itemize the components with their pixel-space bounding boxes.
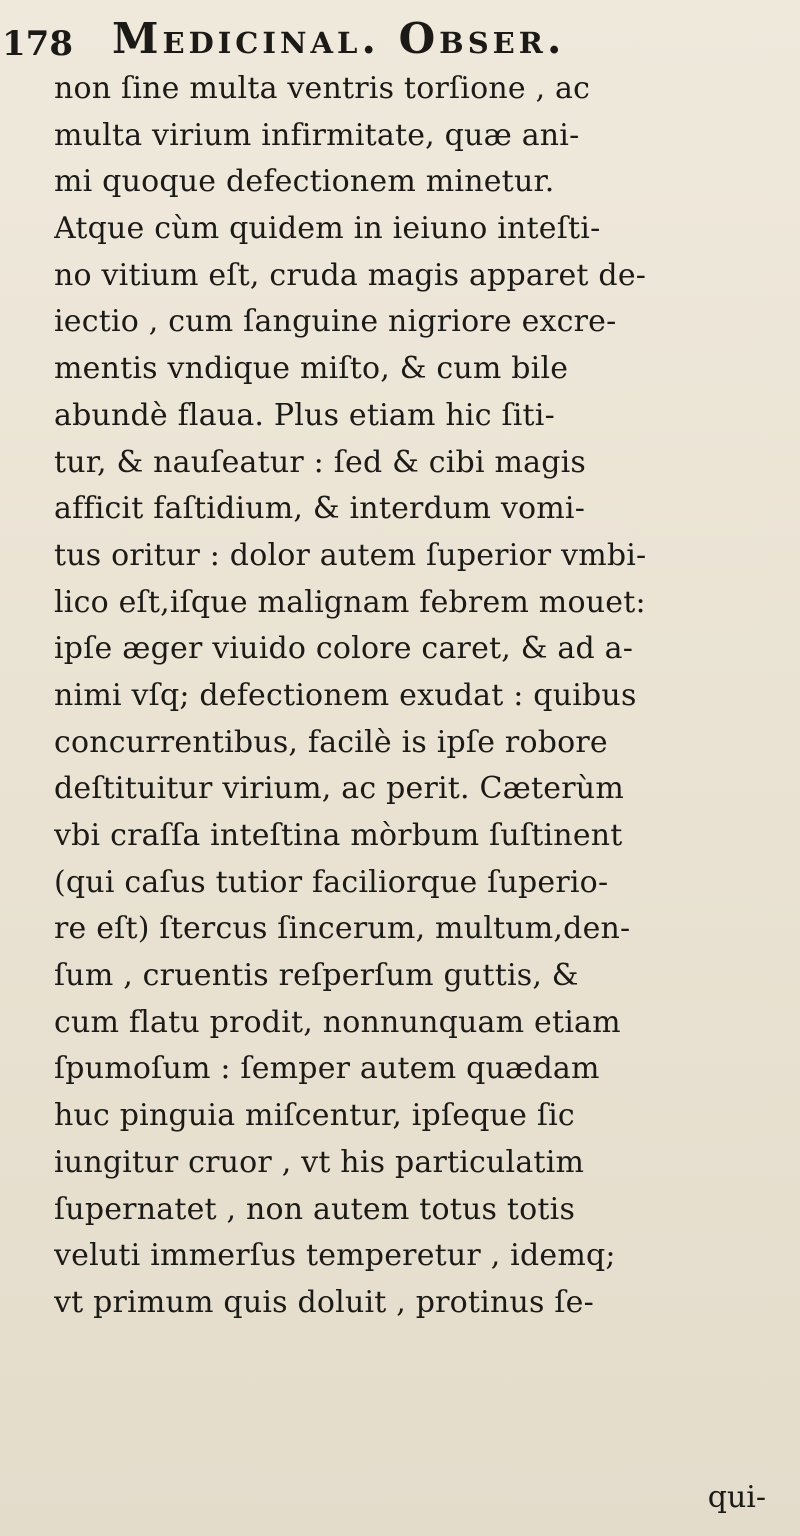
text-line: iungitur cruor , vt his particulatim: [54, 1144, 585, 1180]
running-head: Medicinal. Obser.: [112, 14, 566, 63]
text-line: non ſine multa ventris torſione , ac: [54, 71, 591, 106]
text-line: re eſt) ſtercus ſincerum, multum,den-: [54, 911, 631, 947]
text-line: mentis vndique miſto, & cum bile: [54, 351, 569, 387]
text-line: ſupernatet , non autem totus totis: [54, 1191, 576, 1227]
text-line: cum flatu prodit, nonnunquam etiam: [54, 1004, 621, 1040]
page-number: 178: [2, 24, 73, 64]
body-text: [54, 66, 790, 1327]
text-line: multa virium infirmitate, quæ ani-: [54, 117, 580, 153]
text-line: iectio , cum ſanguine nigriore excre-: [54, 304, 617, 340]
text-line: no vitium eſt, cruda magis apparet de-: [54, 257, 647, 293]
text-line: vbi craſſa inteſtina mòrbum ſuſtinent: [54, 818, 623, 853]
text-line: huc pinguia miſcentur, ipſeque ſic: [54, 1098, 575, 1134]
text-line: ipſe æger viuido colore caret, & ad a-: [54, 631, 634, 667]
text-line: Atque cùm quidem in ieiuno inteſti-: [54, 211, 601, 247]
text-line: deſtituitur virium, ac perit. Cæterùm: [54, 771, 624, 807]
text-line: ſpumoſum : ſemper autem quædam: [54, 1051, 600, 1087]
catchword: qui-: [707, 1480, 766, 1515]
text-line: afficit faſtidium, & interdum vomi-: [54, 491, 586, 527]
text-line: tus oritur : dolor autem ſuperior vmbi-: [54, 537, 647, 573]
text-line: mi quoque defectionem minetur.: [54, 164, 555, 200]
text-line: abundè flaua. Plus etiam hic ſiti-: [54, 397, 555, 433]
text-line: vt primum quis doluit , protinus ſe-: [54, 1284, 594, 1320]
text-line: nimi vſq; defectionem exudat : quibus: [54, 677, 637, 713]
text-line: ſum , cruentis reſperſum guttis, &: [54, 958, 579, 994]
text-line: lico eſt,iſque malignam febrem mouet:: [54, 584, 646, 620]
page-header: [0, 14, 800, 64]
text-line: (qui caſus tutior faciliorque ſuperio-: [54, 864, 609, 900]
text-line: veluti immerſus temperetur , idemq;: [54, 1238, 616, 1274]
text-line: concurrentibus, facilè is ipſe robore: [54, 724, 608, 760]
text-line: tur, & nauſeatur : ſed & cibi magis: [54, 444, 586, 480]
